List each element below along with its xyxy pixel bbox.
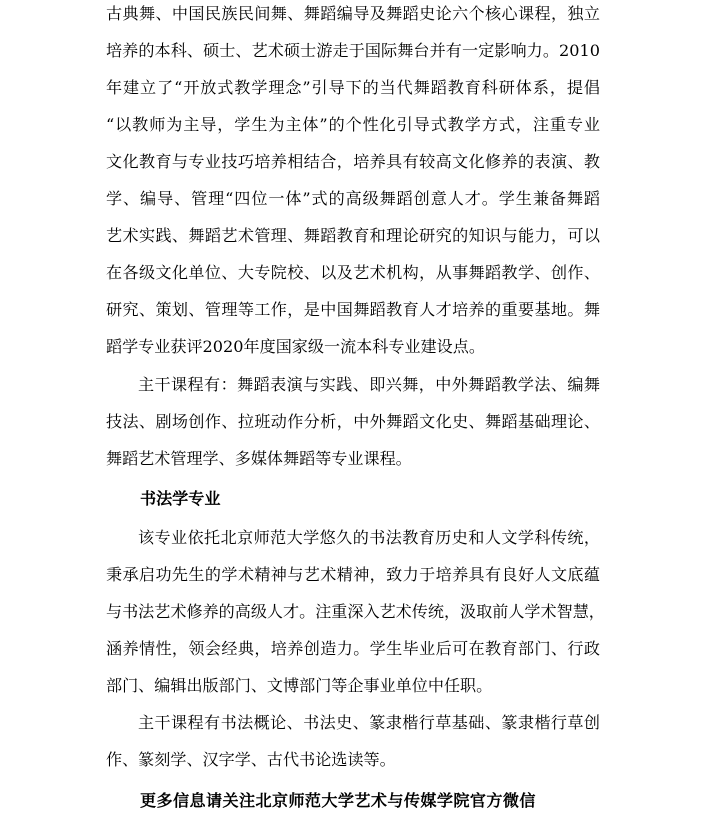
text-line: 年建立了“开放式教学理念”引导下的当代舞蹈教育科研体系，提倡: [106, 78, 600, 97]
text-line: 该专业依托北京师范大学悠久的书法教育历史和人文学科传统，: [138, 528, 600, 547]
text-line: 研究、策划、管理等工作，是中国舞蹈教育人才培养的重要基地。舞: [106, 300, 600, 319]
text-line: 部门、编辑出版部门、文博部门等企事业单位中任职。: [106, 676, 493, 695]
text-line: 技法、剧场创作、拉班动作分析，中外舞蹈文化史、舞蹈基础理论、: [106, 412, 600, 431]
text-line: 学、编导、管理“四位一体”式的高级舞蹈创意人才。学生兼备舞蹈: [106, 189, 600, 208]
text-line: 艺术实践、舞蹈艺术管理、舞蹈教育和理论研究的知识与能力，可以: [106, 226, 600, 245]
text-line: 涵养情性，领会经典，培养创造力。学生毕业后可在教育部门、行政: [106, 639, 600, 658]
text-line: 主干课程有书法概论、书法史、篆隶楷行草基础、篆隶楷行草创: [138, 713, 600, 732]
text-line: 与书法艺术修养的高级人才。注重深入艺术传统，汲取前人学术智慧，: [106, 602, 605, 621]
text-line: 培养的本科、硕士、艺术硕士游走于国际舞台并有一定影响力。2010: [106, 41, 600, 60]
section-heading-calligraphy: 书法学专业: [140, 489, 221, 508]
text-line: 蹈学专业获评2020年度国家级一流本科专业建设点。: [106, 337, 485, 356]
text-line: 在各级文化单位、大专院校、以及艺术机构，从事舞蹈教学、创作、: [106, 263, 600, 282]
text-line: “以教师为主导，学生为主体”的个性化引导式教学方式，注重专业: [106, 115, 600, 134]
text-line: 秉承启功先生的学术精神与艺术精神，致力于培养具有良好人文底蕴: [106, 565, 600, 584]
wechat-notice: 更多信息请关注北京师范大学艺术与传媒学院官方微信: [140, 791, 536, 810]
text-line: 文化教育与专业技巧培养相结合，培养具有较高文化修养的表演、教: [106, 152, 600, 171]
text-line: 舞蹈艺术管理学、多媒体舞蹈等专业课程。: [106, 449, 412, 468]
text-line: 作、篆刻学、汉字学、古代书论选读等。: [106, 750, 396, 769]
text-line: 古典舞、中国民族民间舞、舞蹈编导及舞蹈史论六个核心课程，独立: [106, 4, 600, 23]
text-line: 主干课程有：舞蹈表演与实践、即兴舞，中外舞蹈教学法、编舞: [138, 375, 600, 394]
